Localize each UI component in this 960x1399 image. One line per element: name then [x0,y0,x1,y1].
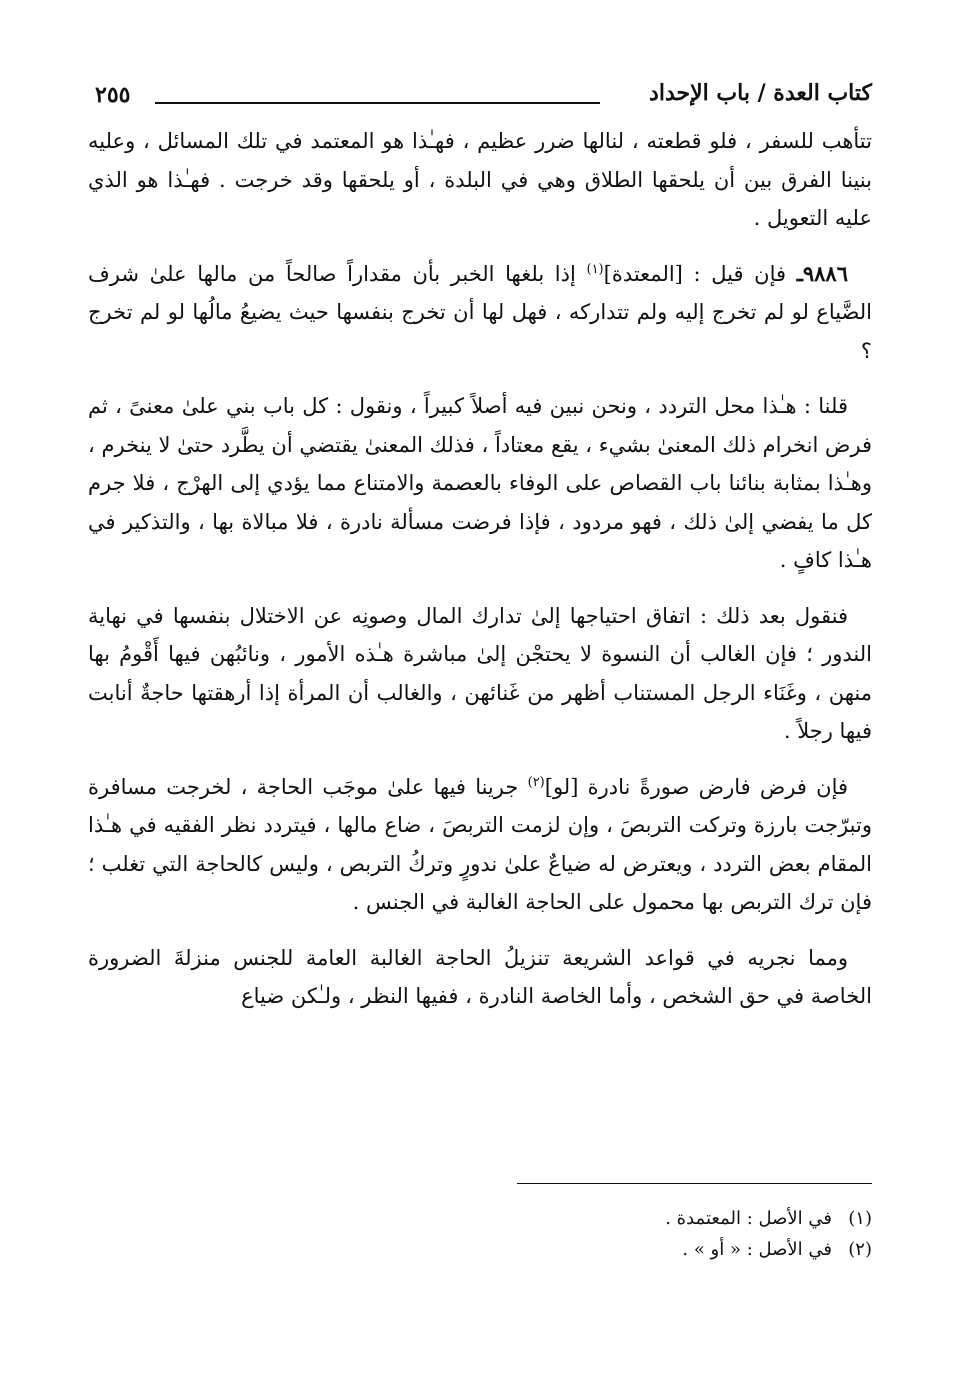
paragraph-text: إذا بلغها الخبر بأن مقداراً صالحاً من مالها علىٰ شرف الضَّياع لو لم تخرج إليه ولم تتداركه ، فهل لها أن تخرج بنفسها حيث يضيعُ مالُها لو لم تخرج ؟ [88,261,872,363]
footnote-number: (١) [848,1208,872,1229]
paragraph-text: قلنا : هـٰذا محل التردد ، ونحن نبين فيه أصلاً كبيراً ، ونقول : كل باب بني علىٰ معنىً ، ثم فرض انخرام ذلك المعنىٰ بشيء ، يقع معتاداً ، فذلك المعنىٰ يقتضي أن يطَّرد حتىٰ لا ينخرم ، وهـٰذا بمثابة بنائنا باب القصاص على الوفاء بالعصمة والامتناع مما يؤدي إلى الهرْج ، فلا جرم كل ما يفضي إلىٰ ذلك ، فهو مردود ، فإذا فرضت مسألة نادرة ، فلا مبالاة بها ، والتذكير في هـٰذا كافٍ . [88,394,872,572]
footnote-separator [517,1183,872,1184]
paragraph-number: ٩٨٨٦ـ [796,260,848,286]
paragraph [88,597,872,751]
footnote-reference[interactable]: (٢) [527,774,545,790]
paragraph-text: جرينا فيها علىٰ موجَب الحاجة ، لخرجت مسافرة وتبرّجت بارزة وتركت التربصَ ، وإن لزمت التربصَ ، ضاع مالها ، فيتردد نظر الفقيه في هـٰذا المقام بعض التردد ، ويعترض له ضياعٌ علىٰ ندورٍ وتركُ التربص ، وليس كالحاجة التي تغلب ؛ فإن ترك التربص بها محمول على الحاجة الغالبة في الجنس . [88,774,872,914]
paragraph-text: تتأهب للسفر ، فلو قطعته ، لنالها ضرر عظيم ، فهـٰذا هو المعتمد في تلك المسائل ، وعليه بنينا الفرق بين أن يلحقها الطلاق وهي في البلدة ، أو يلحقها وقد خرجت . فهـٰذا هو الذي عليه التعويل . [88,129,872,230]
paragraph-lead: فإن فرض فارض صورةً نادرة [لو] [544,774,849,799]
footnotes [300,1203,872,1265]
paragraph [88,768,872,922]
paragraph-text: فنقول بعد ذلك : اتفاق احتياجها إلىٰ تدارك المال وصونِه عن الاختلال بنفسها في نهاية الندور ؛ فإن الغالب أن النسوة لا يحتجْن إلىٰ مباشرة هـٰذه الأمور ، ونائبُهن فيها أَقْومُ بها منهن ، وغَنَاء الرجل المستناب أظهر من غَنائهن ، والغالب أن المرأة إذا أرهقتها حاجةٌ أنابت فيها رجلاً . [88,603,872,743]
paragraph [88,255,872,371]
footnote-reference[interactable]: (١) [586,261,604,277]
footnote-text: في الأصل : « أو » . [682,1239,832,1260]
paragraph-lead: فإن قيل : [المعتدة] [603,261,787,286]
footnote-number: (٢) [848,1239,872,1260]
footnote-item [300,1234,872,1265]
page-number: ٢٥٥ [95,82,131,108]
paragraph [88,122,872,238]
footnote-item [300,1203,872,1234]
main-text [88,122,872,1033]
running-title: كتاب العدة / باب الإحداد [649,80,872,106]
paragraph-text: ومما نجريه في قواعد الشريعة تنزيلُ الحاجة الغالبة العامة للجنس منزلةَ الضرورة الخاصة في حق الشخص ، وأما الخاصة النادرة ، ففيها النظر ، ولـٰكن ضياع [88,945,872,1008]
paragraph [88,387,872,580]
footnote-text: في الأصل : المعتمدة . [665,1208,832,1229]
running-header [95,80,872,114]
header-rule [155,102,600,104]
paragraph [88,939,872,1016]
